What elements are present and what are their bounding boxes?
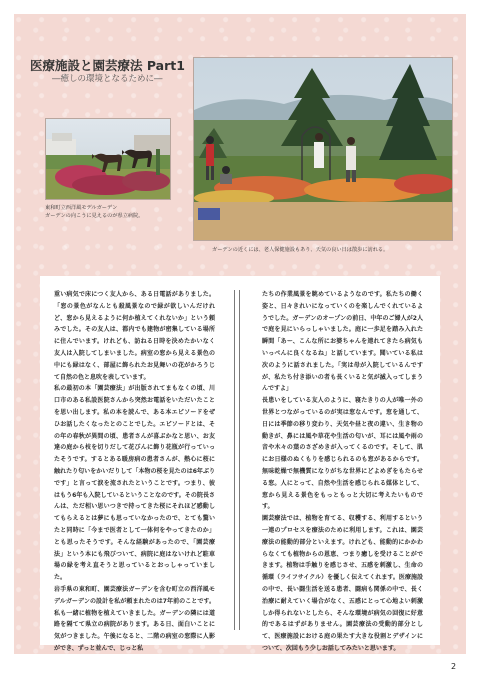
small-caption-line-2: ガーデンの向こうに見えるのが県立病院。 <box>45 213 144 219</box>
garden-visitors-photo <box>193 57 453 241</box>
garden-horse-image <box>46 119 170 199</box>
article-title: 医療施設と園芸療法 Part1 <box>30 58 185 73</box>
right-paragraph-3: 園芸療法では、植物を育てる、収穫する、利用するという一連のプロセスを療法のために利用します。これは、園芸療法の能動的部分といえます。けれども、能動的にかかわらなくても植物からの恩恵、つまり癒しを受けることができます。植物は手触りを感じさせ、五感を刺激し、生命の循環（ライフサイクル）を優しく伝えてくれます。医療施設の中で、長い闘生活を送る患者、闘病も関係の中で、長く治療に耐えていく場合がなく、五感にとって心地よい刺激しか得られないとしたら、そんな環境が病気の回復に好意的であるはずがありません。園芸療法の受動的部分として、医療施設における庭の果たす大きな役割とデザインについて、次回もう少しお話してみたいと思います。 <box>262 515 423 652</box>
left-paragraph-2: 私の最初の本「園芸療法」が出版されてまもなくの頃、川口市のある私設医院さんから突然お電話をいただいたことを思い出します。私の本を読んで、ある本エピソードをぜひお話したくなったとのことでした。エピソードとは、その年の春秋が異間の頃、患者さんが喜ぶかなと思い、お友達の庭から枝を切りだして花びんに飾り花瓶が行っていったそうです。するとある暖房病の患者さんが、熱心に桜に触れたり匂いをかいだりして「本物の桜を見たのは6年ぶりです」と言って涙を流されたということです。つまり、彼はもう6年も入院しているということなのです。その院長さんは、ただ相い思いつきで持ってきた桜にそれほど感動してもらえるとは夢にも思っていなかったので、とても驚いたと同時に「今まで医者として一体何をやってきたのか」とも思ったそうです。そんな経験があったので、「園芸療法」という本にも飛びついて、病院に庭はないけれど駐車場の緑を考え直そうと思っているとおっしゃっていました。 <box>54 385 215 582</box>
right-paragraph-2: 長患いをしている友人のように、寝たきりの人が唯一外の世界とつながっているのが実は窓なんです。窓を通して、日には季節の移り変わり、天気や昼と夜の違い、生き物の動きが、鼻には風や草花や生活の匂いが、耳には風や雨の音や木々の葉のさざめきが入ってくるのです。そして、肌にお日様のぬくもりを感じられるのも窓があるからです。無味乾燥で無機質になりがちな世界にどよめぎをもたらせる窓。人にとって、自然や生活を感じられる媒体として、窓から見える景色をもっともっと大切に考えたいものです。 <box>262 397 423 511</box>
small-photo-caption <box>45 204 205 220</box>
big-photo-caption: ガーデンの近くには、老人保健施設もあり、天気の良い日は散歩に訪れる。 <box>212 247 389 253</box>
article-subtitle: ―癒しの環境となるために― <box>52 74 163 84</box>
left-paragraph-3: 岩手県の東和町、園芸療法ガーデンを含む町立の西洋風モデルガーデンの設計を私が頼まれたのは7年前のことです。私も一緒に植物を植えていきました。ガーデンの隣には道路を隔てて県立の病院があります。ある日、面白いことに気がつきました。午後になると、二階の病室の窓際に人影ができ、ずっと並んで、じっと私 <box>54 585 215 652</box>
page-number: 2 <box>451 662 457 671</box>
small-caption-line-1: 東和町立西洋風モデルガーデン <box>45 205 118 211</box>
left-paragraph-1: 重い病気で床につく友人から、ある日電話がありました。「窓の景色がなんとも殺風景なので緑が欲しいんだけれど、窓から見えるように何か植えてくれないか」という頼みでした。その友人は、都内でも建物が密集している場所に住んでいます。けれども、訪ねる日時を決めたかいなく友人は入院してしまいました。病室の窓から見える景色の中にも緑はなく、部屋に飾られたお見舞いの花がかろうじて自然の色と息吹を表しています。 <box>54 291 215 381</box>
right-column-text <box>262 289 423 655</box>
right-paragraph-1: たちの作業風景を眺めているようなのです。私たちの働く姿と、日々きれいになっていくのを楽しんでくれているようでした。ガーデンのオープンの前日、中年のご婦人が2人で庭を見にいらっしゃいました。庭に一歩足を踏み入れた瞬間「あー、こんな所にお婆ちゃんを連れてきたら病気もいっぺんに良くなるね」と話しています。聞いている私は次のように話されました。「実は母が入院しているんですが、私たち付き添いの者も長くいると気が滅入ってしまうんですよ」 <box>262 291 423 393</box>
column-divider-left <box>234 290 235 630</box>
garden-visitors-image <box>194 58 452 240</box>
column-divider-right <box>239 290 240 630</box>
left-column-text <box>54 289 215 655</box>
garden-horse-photo <box>45 118 171 200</box>
